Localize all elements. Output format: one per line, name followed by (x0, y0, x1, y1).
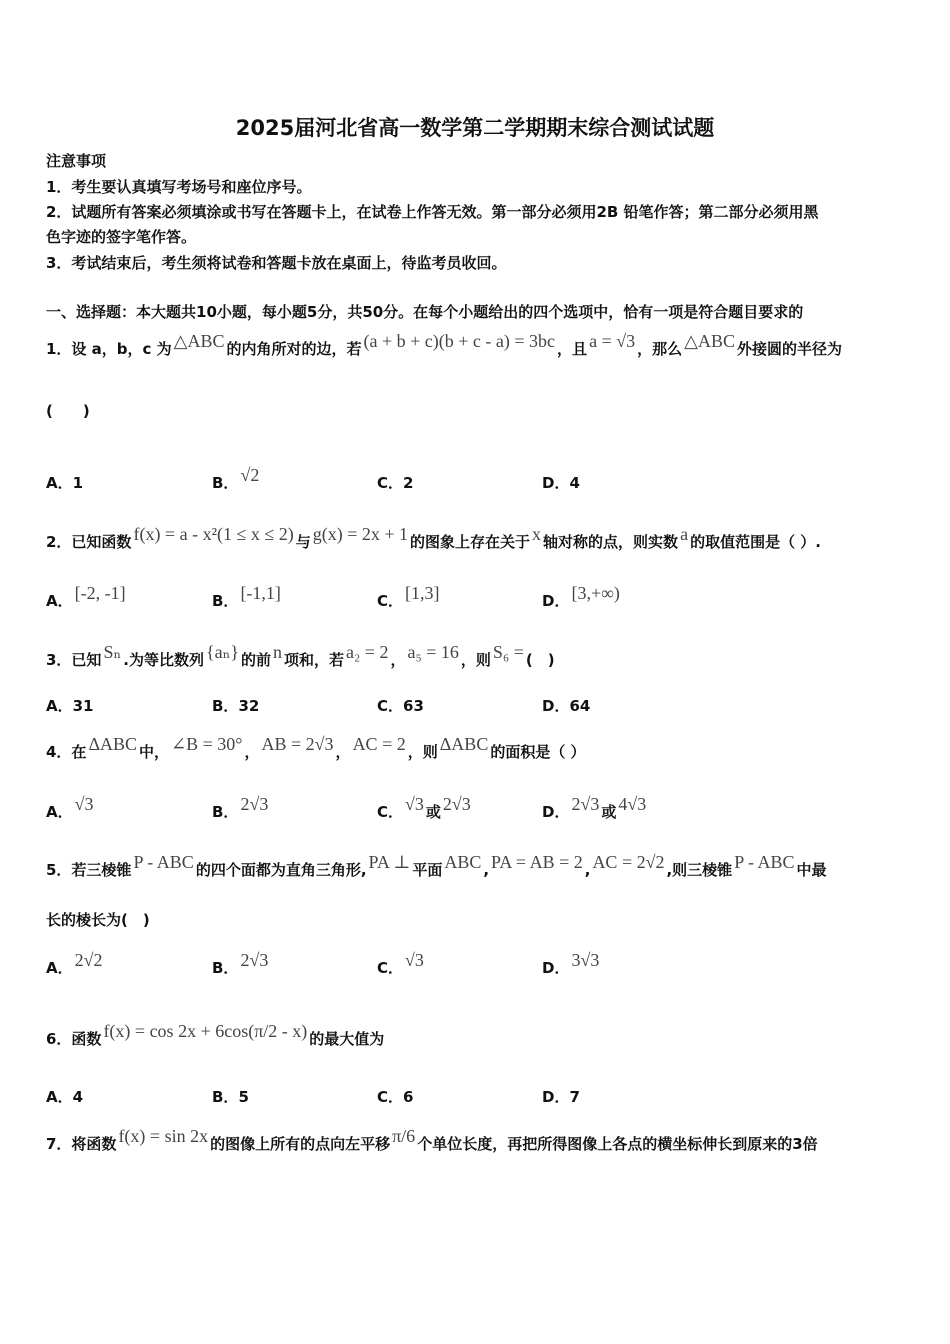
math-expression: n (273, 642, 283, 662)
math-expression: P - ABC (734, 852, 795, 872)
text-segment: 63 (403, 697, 424, 715)
notice-item: 1．考生要认真填写考场号和座位序号。 (46, 178, 312, 196)
text-segment: 4 (72, 1088, 84, 1106)
text-segment: ，且 (557, 340, 588, 358)
text-segment: 的面积是（ ） (490, 743, 586, 761)
math-expression: {aₙ} (205, 642, 240, 662)
question-2-stem (46, 524, 821, 552)
text-segment: 的最大值为 (309, 1030, 385, 1048)
text-segment: 个单位长度，再把所得图像上各点的横坐标伸长到原来的3倍 (417, 1135, 818, 1153)
question-4-option-A[interactable] (46, 794, 96, 822)
question-3-option-A[interactable] (46, 695, 93, 716)
option-label: B． (212, 803, 239, 821)
math-expression: f(x) = a - x²(1 ≤ x ≤ 2) (133, 524, 294, 544)
option-label: B． (212, 959, 239, 977)
question-3-option-D[interactable] (542, 695, 590, 716)
option-label: A． (46, 474, 73, 492)
option-label: B． (212, 697, 239, 715)
text-segment: , (483, 861, 490, 879)
text-segment: 4 (569, 474, 580, 492)
notice-item: 3．考试结束后，考生须将试卷和答题卡放在桌面上，待监考员收回。 (46, 254, 507, 272)
math-expression: PA = AB = 2 (491, 852, 583, 872)
math-expression: 2√3 (442, 794, 471, 814)
question-5-option-D[interactable] (542, 950, 601, 978)
option-label: D． (542, 474, 570, 492)
text-segment: 的图像上所有的点向左平移 (210, 1135, 391, 1153)
question-6-option-B[interactable] (212, 1086, 249, 1107)
text-segment: 3．已知 (46, 651, 102, 669)
math-expression: 4√3 (618, 794, 647, 814)
option-label: A． (46, 1088, 73, 1106)
math-expression: ΔABC (88, 734, 138, 754)
option-label: B． (212, 592, 239, 610)
option-label: A． (46, 959, 73, 977)
text-segment: ( ) (46, 402, 90, 420)
question-4-stem (46, 734, 586, 762)
question-2-option-B[interactable] (212, 583, 283, 611)
question-5-stem (46, 910, 150, 930)
text-segment: 的图象上存在关于 (410, 533, 531, 551)
text-segment: .为等比数列 (123, 651, 204, 669)
question-3-option-B[interactable] (212, 695, 259, 716)
option-label: C． (377, 697, 404, 715)
math-expression: AC = 2 (352, 734, 406, 754)
text-segment: 2．已知函数 (46, 533, 132, 551)
question-6-option-A[interactable] (46, 1086, 83, 1107)
notice-item: 色字迹的签字笔作答。 (46, 228, 197, 246)
math-expression: √2 (240, 465, 260, 485)
math-expression: ΔABC (439, 734, 489, 754)
option-label: C． (377, 1088, 404, 1106)
question-6-option-C[interactable] (377, 1086, 413, 1107)
text-segment: 1．设 a，b，c 为 (46, 340, 172, 358)
option-label: A． (46, 697, 73, 715)
question-1-option-D[interactable] (542, 472, 580, 493)
text-segment: 长的棱长为( ) (46, 911, 150, 929)
notice-heading: 注意事项 (46, 152, 107, 170)
math-expression: S₆ = (492, 642, 524, 662)
math-expression: x (532, 524, 542, 544)
option-label: D． (542, 697, 570, 715)
option-label: C． (377, 592, 404, 610)
text-segment: 1 (72, 474, 84, 492)
text-segment: 的四个面都为直角三角形, (195, 861, 367, 879)
option-label: C． (377, 959, 404, 977)
question-7-stem (46, 1126, 818, 1154)
text-segment: ， (335, 743, 351, 761)
question-1-option-C[interactable] (377, 472, 413, 493)
text-segment: ， (244, 743, 260, 761)
question-2-option-A[interactable] (46, 583, 128, 611)
math-expression: ABC (444, 852, 482, 872)
math-expression: P - ABC (133, 852, 194, 872)
math-expression: g(x) = 2x + 1 (312, 524, 409, 544)
text-segment: 5．若三棱锥 (46, 861, 132, 879)
math-expression: f(x) = cos 2x + 6cos(π/2 - x) (103, 1021, 308, 1041)
math-expression: f(x) = sin 2x (118, 1126, 209, 1146)
text-segment: 31 (72, 697, 94, 715)
text-segment: 7 (569, 1088, 580, 1106)
math-expression: a (680, 524, 689, 544)
question-1-option-B[interactable] (212, 465, 261, 493)
option-label: B． (212, 474, 239, 492)
text-segment: 7．将函数 (46, 1135, 117, 1153)
math-expression: √3 (405, 950, 424, 970)
text-segment: 项和，若 (284, 651, 345, 669)
math-expression: ∠B = 30° (171, 734, 243, 754)
question-5-option-B[interactable] (212, 950, 270, 978)
math-expression: a₂ = 2 (346, 642, 389, 662)
question-1-stem (46, 401, 90, 421)
math-expression: [-2, -1] (74, 583, 126, 603)
text-segment: 中， (139, 743, 170, 761)
option-label: D． (542, 959, 570, 977)
text-segment: 轴对称的点，则实数 (543, 533, 679, 551)
text-segment: 6 (403, 1088, 414, 1106)
question-3-stem (46, 642, 555, 670)
math-expression: π/6 (392, 1126, 416, 1146)
math-expression: 2√3 (240, 794, 269, 814)
math-expression: 2√2 (74, 950, 103, 970)
text-segment: 或 (425, 803, 441, 821)
text-segment: 32 (238, 697, 260, 715)
question-3-option-C[interactable] (377, 695, 424, 716)
option-label: C． (377, 474, 404, 492)
text-segment: 的取值范围是（ ）. (690, 533, 821, 551)
question-1-stem (46, 331, 842, 359)
text-segment: 6．函数 (46, 1030, 102, 1048)
question-6-stem (46, 1021, 385, 1049)
question-5-option-C[interactable] (377, 950, 426, 978)
text-segment: 2 (403, 474, 414, 492)
text-segment: 或 (601, 803, 617, 821)
math-expression: AB = 2√3 (261, 734, 334, 754)
math-expression: 2√3 (571, 794, 600, 814)
option-label: D． (542, 592, 570, 610)
question-4-option-D[interactable] (542, 794, 648, 822)
text-segment: 5 (238, 1088, 249, 1106)
text-segment: ( ) (525, 651, 555, 669)
text-segment: ,则三棱锥 (666, 861, 733, 879)
page-title: 2025届河北省高一数学第二学期期末综合测试试题 (235, 116, 715, 140)
math-expression: 3√3 (571, 950, 600, 970)
math-expression: 2√3 (240, 950, 269, 970)
option-label: C． (377, 803, 404, 821)
notice-item: 2．试题所有答案必须填涂或书写在答题卡上，在试卷上作答无效。第一部分必须用2B 铅笔作答；第二部分必须用黑 (46, 203, 819, 221)
text-segment: 的内角所对的边，若 (226, 340, 362, 358)
math-expression: △ABC (684, 331, 735, 351)
question-2-option-D[interactable] (542, 583, 622, 611)
text-segment: 外接圆的半径为 (736, 340, 842, 358)
math-expression: [1,3] (405, 583, 440, 603)
question-4-option-C[interactable] (377, 794, 473, 822)
math-expression: √3 (74, 794, 94, 814)
math-expression: [-1,1] (240, 583, 281, 603)
math-expression: (a + b + c)(b + c - a) = 3bc (363, 331, 556, 351)
math-expression: a₅ = 16 (407, 642, 459, 662)
option-label: D． (542, 803, 570, 821)
text-segment: 平面 (412, 861, 443, 879)
option-label: D． (542, 1088, 570, 1106)
question-5-stem (46, 852, 827, 880)
math-expression: Sₙ (103, 642, 122, 662)
text-segment: ，则 (407, 743, 438, 761)
math-expression: √3 (405, 794, 424, 814)
question-4-option-B[interactable] (212, 794, 270, 822)
option-label: A． (46, 592, 73, 610)
math-expression: a = √3 (589, 331, 636, 351)
question-2-option-C[interactable] (377, 583, 442, 611)
text-segment: 4．在 (46, 743, 87, 761)
text-segment: 中最 (796, 861, 827, 879)
question-5-option-A[interactable] (46, 950, 105, 978)
math-expression: AC = 2√2 (592, 852, 665, 872)
math-expression: △ABC (173, 331, 225, 351)
question-6-option-D[interactable] (542, 1086, 580, 1107)
section-heading: 一、选择题：本大题共10小题，每小题5分，共50分。在每个小题给出的四个选项中，恰有一项是符合题目要求的 (46, 303, 804, 321)
option-label: B． (212, 1088, 239, 1106)
math-expression: PA ⊥ (368, 852, 411, 872)
option-label: A． (46, 803, 73, 821)
math-expression: [3,+∞) (571, 583, 620, 603)
text-segment: 64 (569, 697, 591, 715)
text-segment: ， (390, 651, 406, 669)
question-1-option-A[interactable] (46, 472, 83, 493)
text-segment: ，则 (460, 651, 491, 669)
text-segment: ，那么 (637, 340, 683, 358)
text-segment: , (584, 861, 591, 879)
text-segment: 与 (295, 533, 311, 551)
text-segment: 的前 (241, 651, 272, 669)
